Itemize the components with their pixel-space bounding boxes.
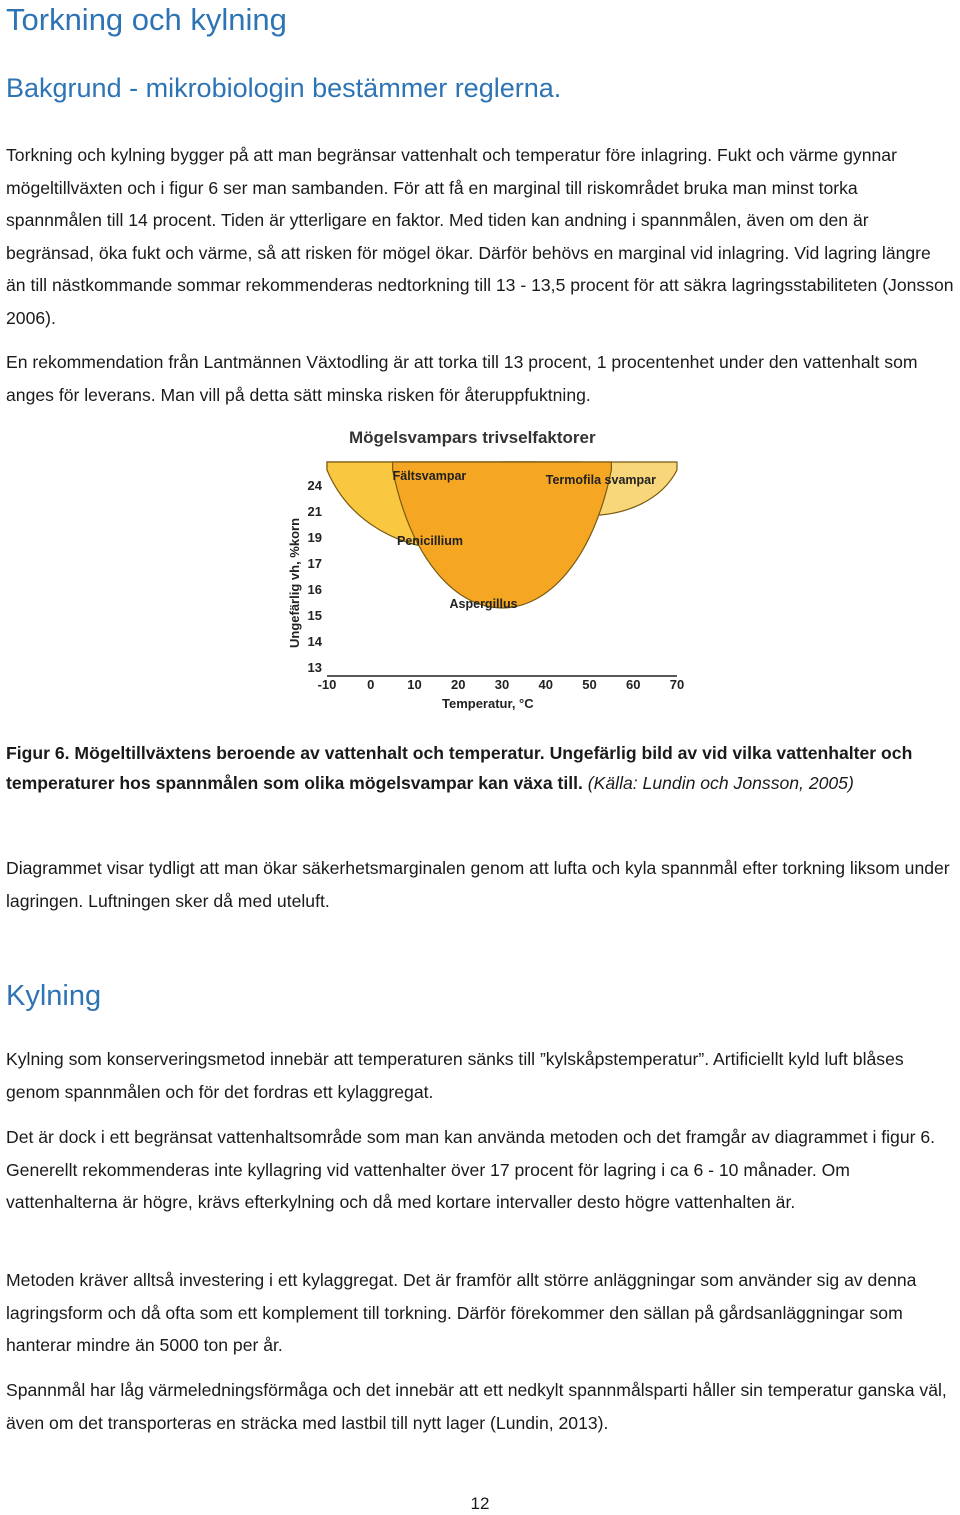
page-number: 12 (470, 1494, 490, 1513)
y-tick-label: 15 (307, 608, 322, 623)
x-tick-label: 60 (626, 677, 641, 692)
x-tick-label: 0 (367, 677, 375, 692)
x-tick-label: 70 (669, 677, 685, 692)
figure-mold-chart (282, 424, 702, 721)
mold-chart (282, 424, 702, 716)
caption-source: (Källa: Lundin och Jonsson, 2005) (582, 773, 854, 793)
region-label-penicillium: Penicillium (397, 534, 463, 548)
y-tick-label: 16 (307, 582, 322, 597)
x-tick-label: 50 (582, 677, 597, 692)
y-tick-label: 14 (307, 634, 322, 649)
region-label-termofila: Termofila svampar (545, 473, 656, 487)
y-tick-label: 19 (307, 530, 322, 545)
paragraph-kylning-4: Spannmål har låg värmeledningsförmåga och det innebär att ett nedkylt spannmålsparti håller sin temperatur ganska väl, även om det transporteras en sträcka med lastbil till nytt lager (Lundin, 2013). (6, 1380, 947, 1433)
main-heading: Torkning och kylning (6, 2, 287, 37)
y-tick-label: 13 (307, 660, 322, 675)
x-axis-label: Temperatur, °C (442, 696, 534, 711)
region-label-faltsvampar: Fältsvampar (392, 469, 467, 483)
sub-heading: Bakgrund - mikrobiologin bestämmer reglerna. (6, 73, 562, 103)
x-tick-label: 30 (494, 677, 510, 692)
y-axis-label: Ungefärlig vh, %korn (287, 517, 302, 648)
paragraph-recommendation: En rekommendation från Lantmännen Växtodling är att torka till 13 procent, 1 procentenhet under den vattenhalt som anges för leverans. Man vill på detta sätt minska risken för återuppfuktning. (6, 352, 918, 405)
x-tick-label: 20 (451, 677, 466, 692)
paragraph-kylning-3: Metoden kräver alltså investering i ett kylaggregat. Det är framför allt större anläggningar som använder sig av denna lagringsform och då ofta som ett komplement till torkning. Därför förekommer den sällan på gårdsanläggningar som hanterar mindre än 5000 ton per år. (6, 1270, 917, 1355)
region-label-aspergillus: Aspergillus (449, 597, 518, 611)
kylning-heading: Kylning (6, 980, 102, 1012)
paragraph-intro: Torkning och kylning bygger på att man begränsar vattenhalt och temperatur före inlagring. Fukt och värme gynnar mögeltillväxten och i figur 6 ser man sambanden. För att få en marginal till riskområdet bruka man minst torka spannmålen till 14 procent. Tiden är ytterligare en faktor. Med tiden kan andning i spannmålen, även om den är begränsad, öka fukt och värme, så att risken för mögel ökar. Därför behövs en marginal vid inlagring. Vid lagring längre än till nästkommande sommar rekommenderas nedtorkning till 13 - 13,5 procent för att säkra lagringsstabiliteten (Jonsson 2006). (6, 145, 954, 328)
x-tick-label: -10 (317, 677, 337, 692)
y-tick-label: 24 (307, 478, 322, 493)
x-tick-label: 10 (407, 677, 422, 692)
paragraph-diagram: Diagrammet visar tydligt att man ökar säkerhetsmarginalen genom att lufta och kyla spannmål efter torkning liksom under lagringen. Luftningen sker då med uteluft. (6, 858, 950, 911)
paragraph-kylning-1: Kylning som konserveringsmetod innebär att temperaturen sänks till ”kylskåpstemperatur”. Artificiellt kyld luft blåses genom spannmålen och för det fordras ett kylaggregat. (6, 1049, 904, 1102)
chart-title: Mögelsvampars trivselfaktorer (349, 428, 596, 447)
y-tick-label: 21 (307, 504, 322, 519)
y-tick-label: 17 (307, 556, 322, 571)
caption-bold: Figur 6. Mögeltillväxtens beroende av vattenhalt och temperatur. Ungefärlig bild av vid vilka vattenhalter och temperaturer hos spannmålen som olika mögelsvampar kan växa till. (6, 743, 913, 793)
x-tick-label: 40 (538, 677, 553, 692)
figure-caption (6, 738, 954, 798)
paragraph-kylning-2: Det är dock i ett begränsat vattenhaltsområde som man kan använda metoden och det framgår av diagrammet i figur 6. Generellt rekommenderas inte kyllagring vid vattenhalter över 17 procent för lagring i ca 6 - 10 månader. Om vattenhalterna är högre, krävs efterkylning och då med kortare intervaller desto högre vattenhalten är. (6, 1127, 936, 1212)
